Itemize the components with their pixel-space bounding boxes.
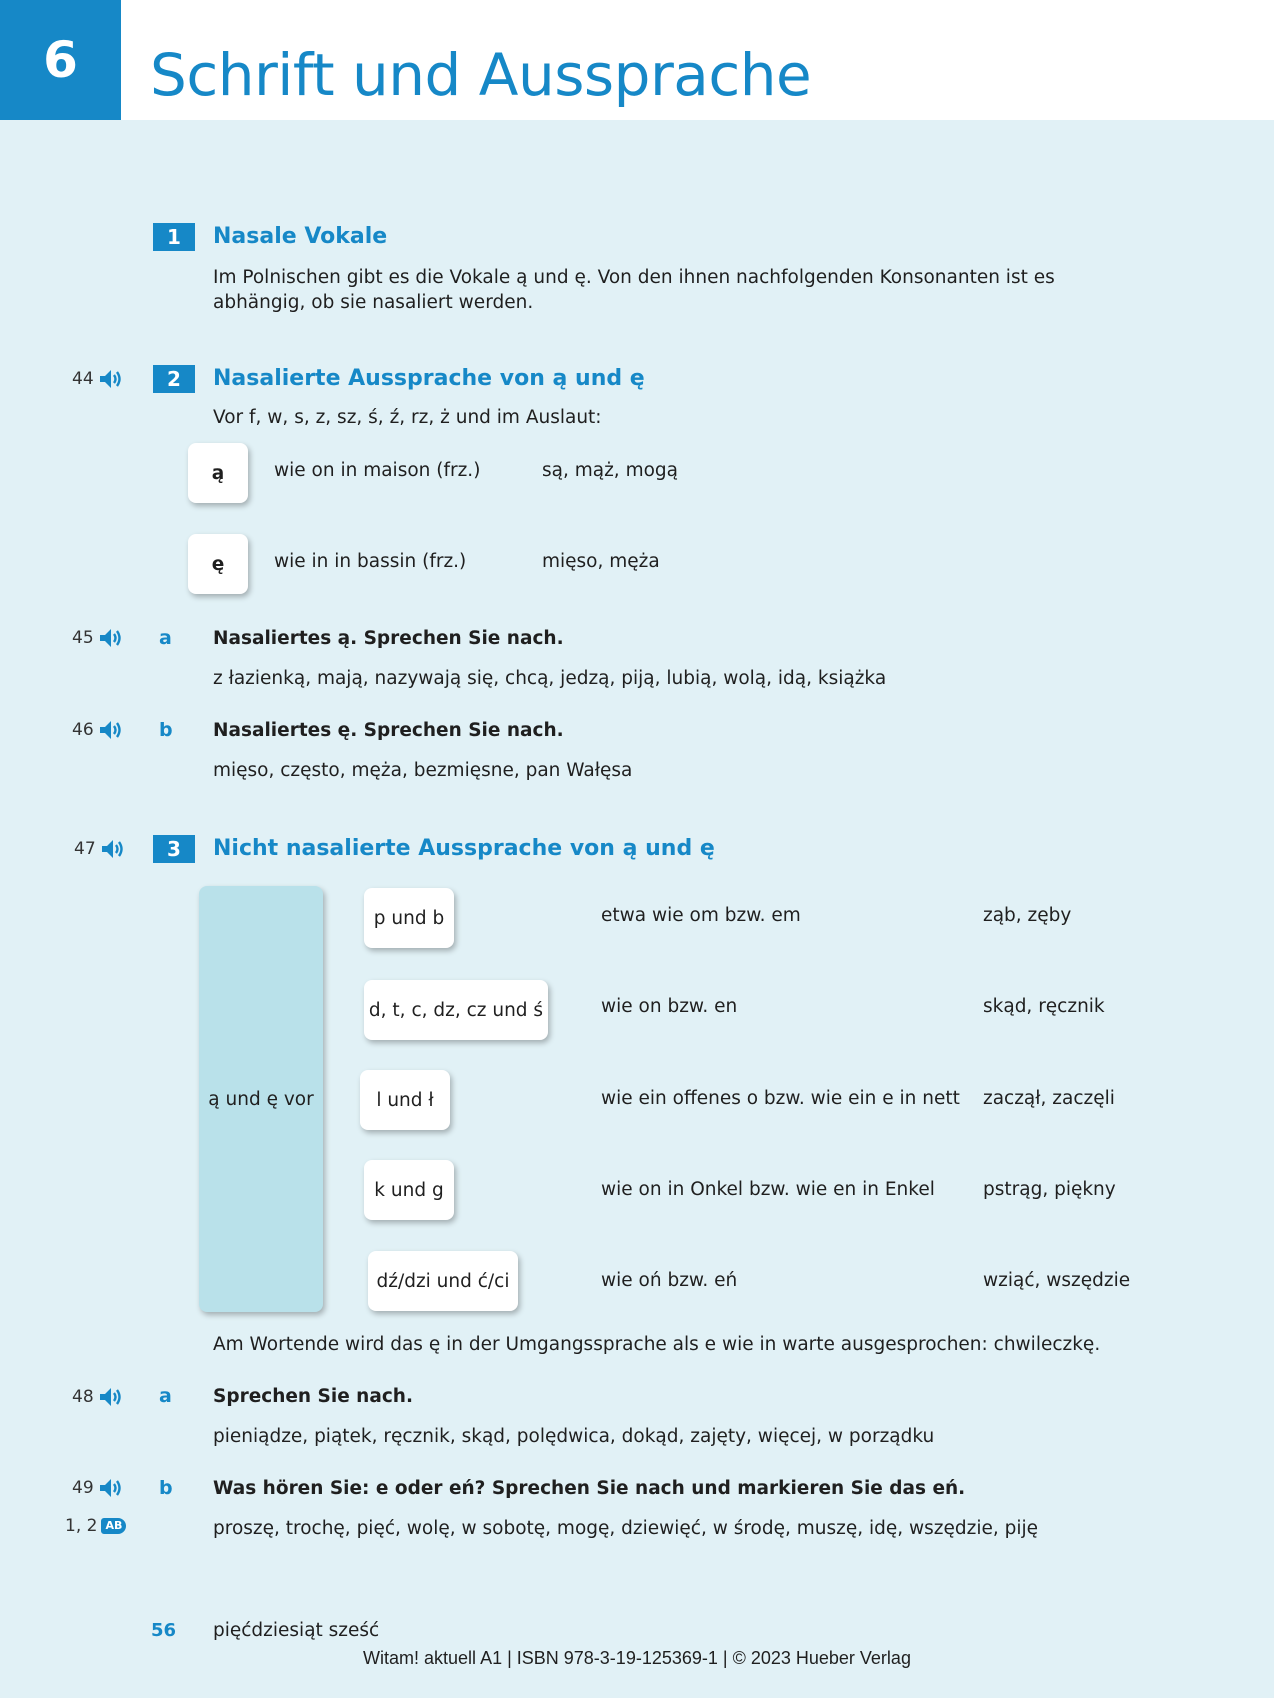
rule-text: etwa wie om bzw. em [601, 905, 801, 926]
consonant-card: d, t, c, dz, cz und ś [364, 980, 548, 1040]
track-number: 47 [74, 839, 96, 859]
speaker-icon[interactable] [98, 1476, 122, 1500]
rule-text: wie in in bassin (frz.) [274, 551, 467, 572]
track-number: 49 [72, 1478, 94, 1498]
exercise-words: pieniądze, piątek, ręcznik, skąd, polędwica, dokąd, zajęty, więcej, w porządku [213, 1426, 935, 1447]
speaker-icon[interactable] [98, 1385, 122, 1409]
audio-track-49[interactable] [72, 1476, 122, 1500]
example-words: wziąć, wszędzie [983, 1270, 1131, 1291]
section-1-text-line-2: abhängig, ob sie nasaliert werden. [213, 292, 534, 313]
track-number: 48 [72, 1387, 94, 1407]
exercise-instruction: Was hören Sie: e oder eń? Sprechen Sie nach und markieren Sie das eń. [213, 1478, 966, 1499]
exercise-instruction: Nasaliertes ę. Sprechen Sie nach. [213, 720, 564, 741]
consonant-card: k und g [364, 1160, 454, 1220]
section-2-intro: Vor f, w, s, z, sz, ś, ź, rz, ż und im Auslaut: [213, 407, 602, 428]
section-3-title: Nicht nasalierte Aussprache von ą und ę [213, 836, 715, 861]
exercise-words: mięso, często, męża, bezmięsne, pan Wałęsa [213, 760, 633, 781]
example-words: ząb, zęby [983, 905, 1072, 926]
copyright-line: Witam! aktuell A1 | ISBN 978-3-19-125369-1 | © 2023 Hueber Verlag [363, 1648, 911, 1668]
letter-card-e-ogonek: ę [188, 534, 248, 594]
example-words: mięso, męża [542, 551, 660, 572]
consonant-card: dź/dzi und ć/ci [368, 1251, 518, 1311]
audio-track-46[interactable] [72, 718, 122, 742]
section-3-note: Am Wortende wird das ę in der Umgangssprache als e wie in warte ausgesprochen: chwileczkę. [213, 1334, 1101, 1355]
example-words: skąd, ręcznik [983, 996, 1105, 1017]
track-number: 45 [72, 628, 94, 648]
example-words: pstrąg, piękny [983, 1179, 1116, 1200]
left-label-box [199, 886, 323, 1312]
rule-text: wie oń bzw. eń [601, 1270, 738, 1291]
section-1-text-line-1: Im Polnischen gibt es die Vokale ą und ę. Von den ihnen nachfolgenden Konsonanten ist es [213, 267, 1055, 288]
exercise-words: proszę, trochę, pięć, wolę, w sobotę, mogę, dziewięć, w środę, muszę, idę, wszędzie, piję [213, 1518, 1039, 1539]
chapter-number: 6 [0, 0, 121, 120]
exercise-letter-b: b [159, 719, 173, 741]
chapter-title: Schrift und Aussprache [150, 41, 812, 109]
exercise-words: z łazienką, mają, nazywają się, chcą, jedzą, piją, lubią, wolą, idą, książka [213, 668, 887, 689]
section-1-title: Nasale Vokale [213, 224, 388, 249]
speaker-icon[interactable] [98, 626, 122, 650]
workbook-exercise-numbers: 1, 2 [65, 1516, 98, 1536]
workbook-reference [65, 1516, 126, 1536]
section-3-number: 3 [153, 835, 195, 863]
rule-text: wie on in maison (frz.) [274, 460, 481, 481]
rule-text: wie ein offenes o bzw. wie ein e in nett [601, 1088, 960, 1109]
letter-card-a-ogonek: ą [188, 443, 248, 503]
exercise-instruction: Sprechen Sie nach. [213, 1386, 414, 1407]
workbook-icon: AB [101, 1518, 126, 1534]
section-1-number: 1 [153, 223, 195, 251]
page-header [0, 0, 1274, 120]
page-number-word: pięćdziesiąt sześć [213, 1620, 380, 1641]
track-number: 44 [72, 369, 94, 389]
exercise-letter-a: a [159, 1385, 172, 1407]
rule-text: wie on bzw. en [601, 996, 738, 1017]
audio-track-47[interactable] [74, 837, 124, 861]
consonant-card: l und ł [360, 1070, 450, 1130]
exercise-instruction: Nasaliertes ą. Sprechen Sie nach. [213, 628, 564, 649]
audio-track-45[interactable] [72, 626, 122, 650]
example-words: zaczął, zaczęli [983, 1088, 1115, 1109]
speaker-icon[interactable] [98, 367, 122, 391]
section-2-title: Nasalierte Aussprache von ą und ę [213, 366, 645, 391]
track-number: 46 [72, 720, 94, 740]
consonant-card: p und b [364, 888, 454, 948]
page-number: 56 [151, 1620, 177, 1641]
audio-track-48[interactable] [72, 1385, 122, 1409]
left-label: ą und ę vor [208, 1088, 314, 1110]
exercise-letter-a: a [159, 627, 172, 649]
audio-track-44[interactable] [72, 367, 122, 391]
rule-text: wie on in Onkel bzw. wie en in Enkel [601, 1179, 935, 1200]
section-2-number: 2 [153, 365, 195, 393]
speaker-icon[interactable] [98, 718, 122, 742]
speaker-icon[interactable] [100, 837, 124, 861]
example-words: są, mąż, mogą [542, 460, 678, 481]
exercise-letter-b: b [159, 1477, 173, 1499]
